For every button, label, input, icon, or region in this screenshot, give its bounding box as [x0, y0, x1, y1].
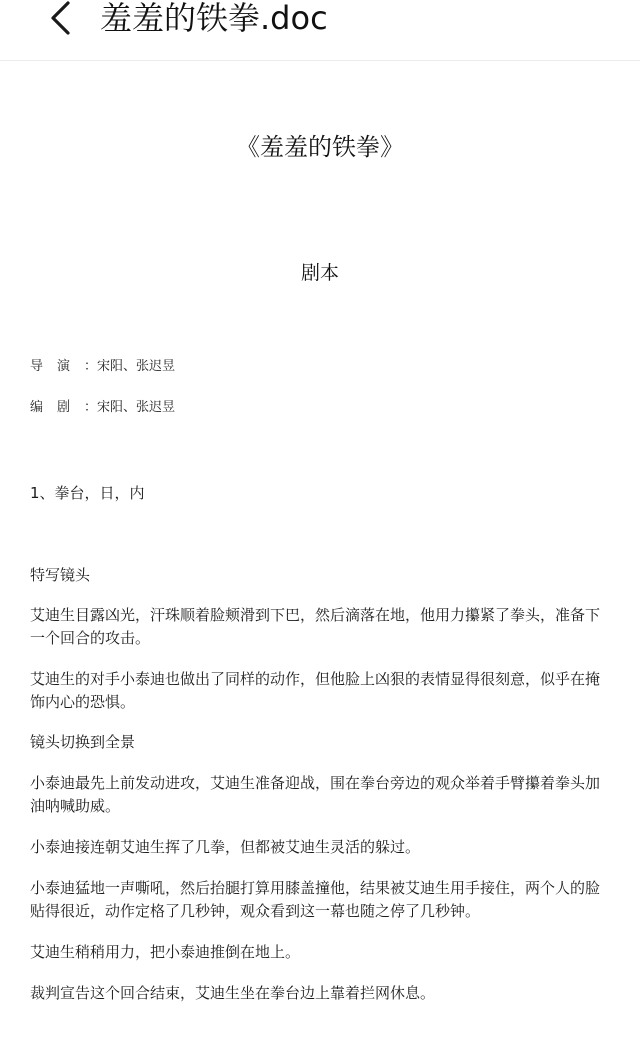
writer-credit [30, 398, 175, 418]
director-value: ：宋阳、张迟昱 [84, 359, 176, 374]
scene-heading: 1、拳台，日，内 [30, 484, 145, 502]
paragraph: 裁判宣告这个回合结束，艾迪生坐在拳台边上靠着拦网休息。 [30, 984, 436, 1002]
writer-label: 编剧 [30, 400, 85, 415]
chevron-left-icon [40, 0, 80, 40]
top-bar [0, 0, 640, 61]
director-credit [30, 357, 175, 377]
play-title: 《羞羞的铁拳》 [236, 133, 404, 161]
paragraph-shot-wide: 镜头切换到全景 [30, 733, 136, 751]
paragraph: 小泰迪猛地一声嘶吼，然后抬腿打算用膝盖撞他，结果被艾迪生用手接住，两个人的脸贴得很近，动作定格了几秒钟，观众看到这一幕也随之停了几秒钟。 [30, 879, 601, 920]
paragraph: 艾迪生稍稍用力，把小泰迪推倒在地上。 [30, 943, 301, 961]
paragraph: 小泰迪接连朝艾迪生挥了几拳，但都被艾迪生灵活的躲过。 [30, 838, 421, 856]
play-genre: 剧本 [300, 262, 339, 284]
paragraph-shot-closeup: 特写镜头 [30, 566, 91, 584]
back-button[interactable] [40, 0, 80, 40]
document-file-name: 羞羞的铁拳.doc [100, 0, 328, 37]
director-label: 导演 [30, 359, 85, 374]
paragraph: 小泰迪最先上前发动进攻，艾迪生准备迎战，围在拳台旁边的观众举着手臂攥着拳头加油呐喊助威。 [30, 774, 601, 815]
paragraph: 艾迪生目露凶光，汗珠顺着脸颊滑到下巴，然后滴落在地，他用力攥紧了拳头，准备下一个回合的攻击。 [30, 606, 601, 647]
writer-value: ：宋阳、张迟昱 [84, 400, 176, 415]
paragraph: 艾迪生的对手小泰迪也做出了同样的动作，但他脸上凶狠的表情显得很刻意，似乎在掩饰内心的恐惧。 [30, 670, 601, 711]
